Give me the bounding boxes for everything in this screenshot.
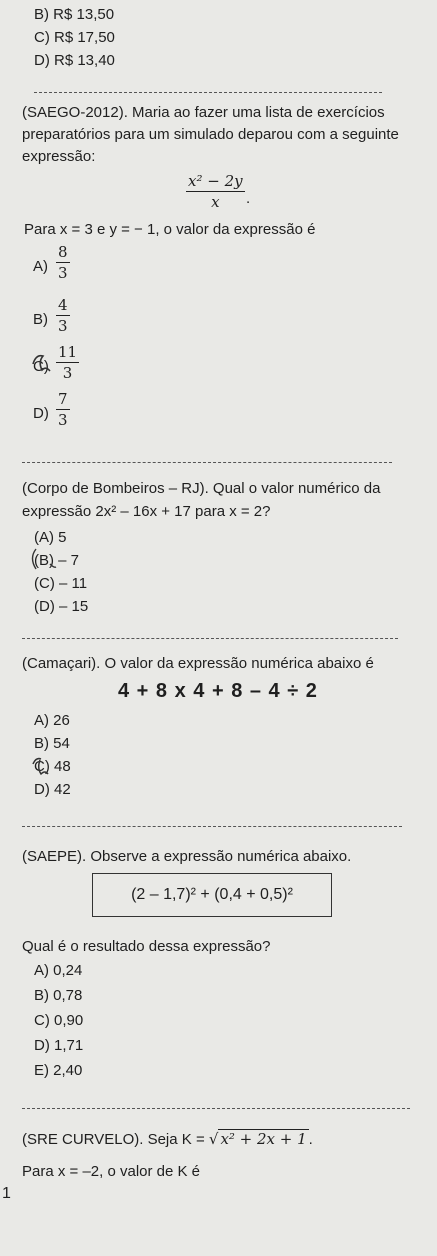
question-camacari-text: (Camaçari). O valor da expressão numérica abaixo é: [22, 655, 374, 672]
option-b: B) 0,78: [34, 987, 83, 1004]
answer-start: 1: [2, 1185, 11, 1202]
question-bombeiros-line2: expressão 2x² – 16x + 17 para x = 2?: [22, 503, 271, 520]
option-b: B) 54: [34, 735, 70, 752]
option-d: D) 42: [34, 781, 71, 798]
option-d: D) R$ 13,40: [34, 52, 115, 69]
option-a-num: 8: [58, 243, 68, 261]
option-a-fraction: [56, 243, 70, 282]
option-b: (B) – 7: [34, 552, 80, 569]
option-d-fraction: [56, 390, 70, 429]
expression-box: [92, 873, 332, 917]
circle-mark-icon: [28, 546, 58, 572]
separator: [22, 638, 398, 639]
option-d: (D) – 15: [34, 598, 89, 615]
option-c-label: C): [33, 358, 49, 375]
separator: [22, 826, 402, 827]
fraction-dot: .: [246, 190, 251, 207]
boxed-expression: (2 – 1,7)² + (0,4 + 0,5)²: [131, 886, 293, 903]
option-b-den: 3: [58, 317, 68, 335]
option-c-den: 3: [62, 364, 73, 382]
question-saepe-text: (SAEPE). Observe a expressão numérica abaixo.: [22, 848, 352, 865]
check-mark-icon: [30, 754, 52, 778]
option-a-label: A): [33, 258, 48, 275]
numeric-expression: 4 + 8 x 4 + 8 – 4 ÷ 2: [118, 680, 318, 702]
option-d: D) 1,71: [34, 1037, 84, 1054]
option-c: C) R$ 17,50: [34, 29, 115, 46]
option-e: E) 2,40: [34, 1062, 83, 1079]
option-a: A) 0,24: [34, 962, 83, 979]
fraction-numerator: x² − 2y: [188, 172, 243, 190]
question-curvelo-text: [22, 1130, 313, 1149]
option-c: C) 0,90: [34, 1012, 84, 1029]
option-d-num: 7: [58, 390, 68, 408]
question-saego-condition: Para x = 3 e y = − 1, o valor da expressão é: [24, 221, 316, 238]
option-d-label: D): [33, 405, 49, 422]
option-b-num: 4: [58, 296, 68, 314]
question-saego-text: (SAEGO-2012). Maria ao fazer uma lista de exercícios preparatórios para um simulado deparou com a seguinte expressão:: [22, 104, 399, 165]
option-d-den: 3: [58, 411, 68, 429]
check-mark-icon: [30, 350, 54, 376]
option-b-fraction: [56, 296, 70, 335]
question-bombeiros-line1: (Corpo de Bombeiros – RJ). Qual o valor numérico da: [22, 480, 381, 497]
option-b-label: B): [33, 311, 48, 328]
question-curvelo-condition: Para x = –2, o valor de K é: [22, 1163, 201, 1180]
option-c: C) 48: [34, 758, 71, 775]
option-a: A) 26: [34, 712, 70, 729]
question-curvelo-prefix: (SRE CURVELO). Seja K =: [22, 1131, 209, 1148]
option-a-den: 3: [58, 264, 68, 282]
separator: [34, 92, 382, 93]
separator: [22, 1108, 410, 1109]
separator: [22, 462, 392, 463]
option-c-fraction: [56, 343, 79, 382]
option-b: B) R$ 13,50: [34, 6, 115, 23]
option-c-num: 11: [58, 343, 78, 361]
radicand: x² + 2x + 1: [220, 1130, 307, 1148]
expression-fraction: [186, 172, 245, 211]
option-a: (A) 5: [34, 529, 67, 546]
question-curvelo-suffix: .: [308, 1131, 313, 1148]
question-saepe-prompt: Qual é o resultado dessa expressão?: [22, 938, 271, 955]
sqrt-sign: √: [208, 1130, 219, 1148]
option-c: (C) – 11: [34, 575, 88, 592]
fraction-denominator: x: [211, 193, 220, 211]
